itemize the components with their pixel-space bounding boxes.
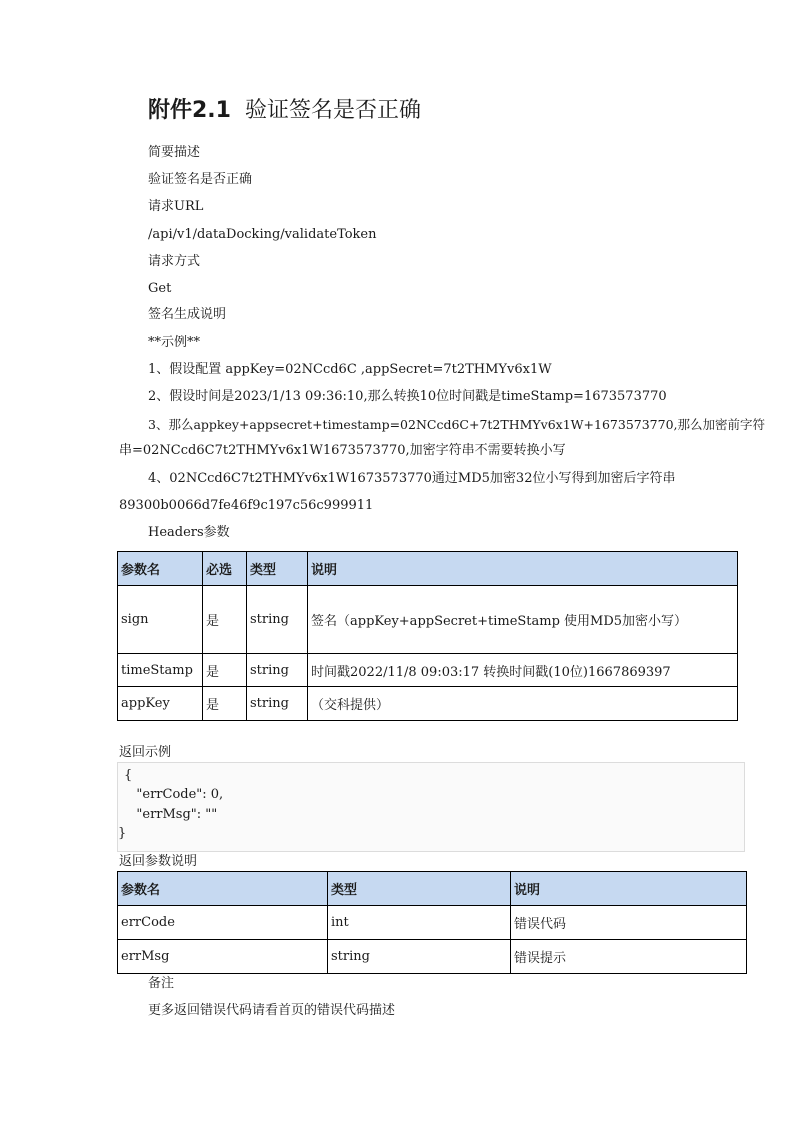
table-row [118, 940, 747, 974]
step-2: 2、假设时间是2023/1/13 09:36:10,那么转换10位时间戳是timeStamp=1673573770 [148, 389, 667, 404]
col-header: 说明 [511, 872, 747, 906]
table-cell: string [247, 687, 308, 721]
return-example-label: 返回示例 [119, 745, 172, 760]
col-header: 必选 [203, 552, 247, 586]
table-cell: timeStamp [118, 654, 203, 687]
headers-table [117, 551, 738, 721]
title-text: 验证签名是否正确 [244, 98, 421, 123]
sign-label: 签名生成说明 [148, 307, 227, 322]
table-row [118, 687, 738, 721]
table-cell: 是 [203, 586, 247, 654]
col-header: 类型 [328, 872, 511, 906]
code-line: "errMsg": "" [124, 807, 218, 822]
code-line: { [124, 768, 133, 783]
table-header-row [118, 872, 747, 906]
desc-label: 简要描述 [148, 145, 201, 160]
table-cell: errCode [118, 906, 328, 940]
col-header: 类型 [247, 552, 308, 586]
headers-label: Headers参数 [148, 525, 230, 540]
table-cell: 是 [203, 687, 247, 721]
return-example-code [117, 762, 745, 852]
table-cell: string [247, 586, 308, 654]
code-line: "errCode": 0, [124, 787, 224, 802]
table-cell: int [328, 906, 511, 940]
table-cell: string [328, 940, 511, 974]
col-header: 参数名 [118, 552, 203, 586]
table-cell: 错误提示 [511, 940, 747, 974]
table-row [118, 906, 747, 940]
table-cell: 时间戳2022/11/8 09:03:17 转换时间戳(10位)1667869397 [308, 654, 738, 687]
table-header-row [118, 552, 738, 586]
step-4-line-1: 4、02NCcd6C7t2THMYv6x1W1673573770通过MD5加密32位小写得到加密后字符串 [148, 471, 676, 486]
table-cell: 是 [203, 654, 247, 687]
step-4-line-2: 89300b0066d7fe46f9c197c56c999911 [119, 498, 374, 513]
step-1: 1、假设配置 appKey=02NCcd6C ,appSecret=7t2THMYv6x1W [148, 362, 552, 377]
col-header: 说明 [308, 552, 738, 586]
table-cell: 签名（appKey+appSecret+timeStamp 使用MD5加密小写） [308, 586, 738, 654]
desc-value: 验证签名是否正确 [148, 172, 253, 187]
col-header: 参数名 [118, 872, 328, 906]
step-3-line-1: 3、那么appkey+appsecret+timestamp=02NCcd6C+7t2THMYv6x1W+1673573770,那么加密前字符 [148, 417, 766, 432]
table-cell: sign [118, 586, 203, 654]
notes-text: 更多返回错误代码请看首页的错误代码描述 [148, 1003, 396, 1018]
method-value: Get [148, 281, 172, 296]
return-params-table [117, 871, 747, 974]
page-title [148, 97, 421, 125]
url-label: 请求URL [148, 199, 204, 214]
code-line: } [118, 826, 127, 841]
table-cell: string [247, 654, 308, 687]
table-cell: appKey [118, 687, 203, 721]
table-cell: （交科提供） [308, 687, 738, 721]
return-params-label: 返回参数说明 [119, 854, 198, 869]
table-row [118, 586, 738, 654]
table-row [118, 654, 738, 687]
method-label: 请求方式 [148, 254, 201, 269]
url-value: /api/v1/dataDocking/validateToken [148, 227, 377, 242]
table-cell: 错误代码 [511, 906, 747, 940]
step-3-line-2: 串=02NCcd6C7t2THMYv6x1W1673573770,加密字符串不需要转换小写 [119, 443, 566, 458]
example-label: **示例** [148, 335, 201, 350]
notes-label: 备注 [148, 976, 175, 991]
appendix-number: 附件2.1 [148, 98, 231, 123]
table-cell: errMsg [118, 940, 328, 974]
